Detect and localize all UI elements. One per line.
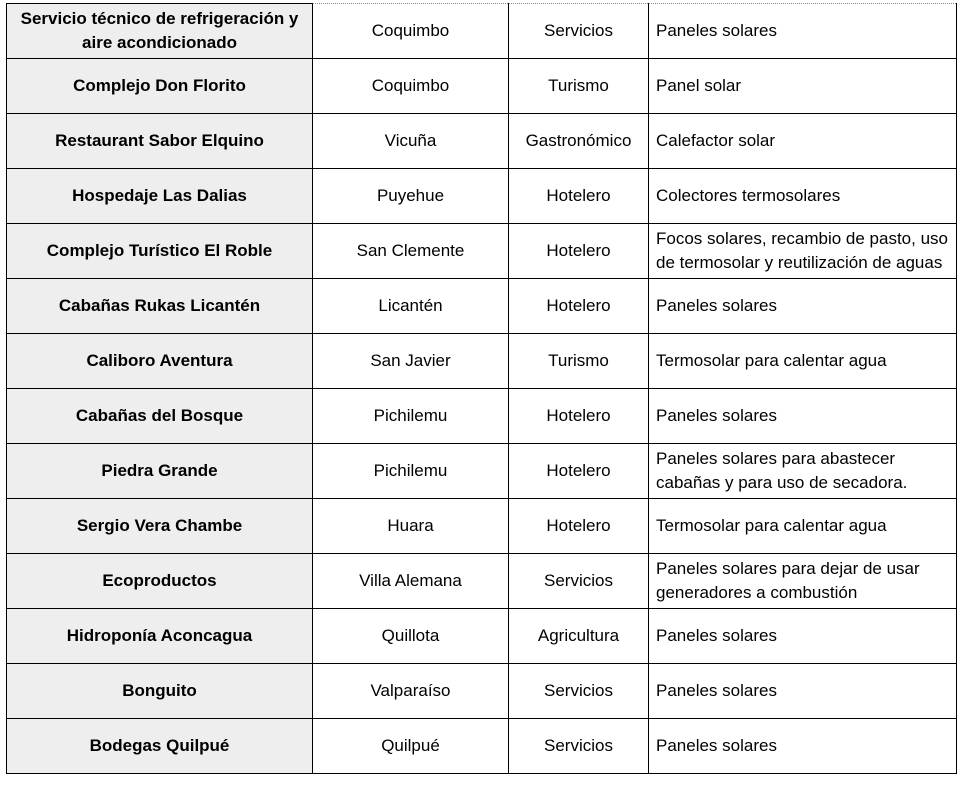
table-row [7,719,957,774]
cell-city: San Javier [313,334,509,389]
table-row [7,664,957,719]
cell-description: Paneles solares para abastecer cabañas y para uso de secadora. [649,444,957,499]
cell-company-name: Ecoproductos [7,554,313,609]
cell-city: Vicuña [313,114,509,169]
cell-company-name: Bodegas Quilpué [7,719,313,774]
cell-city: Valparaíso [313,664,509,719]
cell-company-name: Hospedaje Las Dalias [7,169,313,224]
cell-description: Paneles solares [649,279,957,334]
table-row [7,169,957,224]
cell-sector: Servicios [509,4,649,59]
cell-description: Paneles solares [649,719,957,774]
cell-company-name: Restaurant Sabor Elquino [7,114,313,169]
cell-description: Paneles solares [649,4,957,59]
cell-city: Licantén [313,279,509,334]
cell-sector: Turismo [509,334,649,389]
cell-sector: Servicios [509,554,649,609]
table-body [7,4,957,774]
cell-description: Panel solar [649,59,957,114]
cell-sector: Gastronómico [509,114,649,169]
cell-company-name: Sergio Vera Chambe [7,499,313,554]
table-row [7,4,957,59]
cell-city: Quillota [313,609,509,664]
cell-city: Huara [313,499,509,554]
cell-company-name: Complejo Turístico El Roble [7,224,313,279]
cell-description: Colectores termosolares [649,169,957,224]
cell-sector: Hotelero [509,279,649,334]
cell-company-name: Caliboro Aventura [7,334,313,389]
cell-description: Paneles solares para dejar de usar generadores a combustión [649,554,957,609]
cell-sector: Hotelero [509,499,649,554]
cell-sector: Servicios [509,664,649,719]
table-row [7,554,957,609]
cell-city: Pichilemu [313,389,509,444]
cell-company-name: Hidroponía Aconcagua [7,609,313,664]
table-row [7,444,957,499]
cell-company-name: Cabañas del Bosque [7,389,313,444]
cell-sector: Hotelero [509,169,649,224]
cell-description: Termosolar para calentar agua [649,334,957,389]
cell-city: Coquimbo [313,59,509,114]
cell-city: Quilpué [313,719,509,774]
table-row [7,389,957,444]
table-row [7,499,957,554]
table-row [7,224,957,279]
table-row [7,59,957,114]
cell-description: Paneles solares [649,664,957,719]
companies-table [6,3,957,774]
cell-company-name: Complejo Don Florito [7,59,313,114]
table-row [7,334,957,389]
cell-sector: Turismo [509,59,649,114]
table-row [7,114,957,169]
cell-city: San Clemente [313,224,509,279]
cell-city: Coquimbo [313,4,509,59]
cell-city: Villa Alemana [313,554,509,609]
cell-sector: Hotelero [509,224,649,279]
cell-company-name: Piedra Grande [7,444,313,499]
table-row [7,279,957,334]
cell-description: Calefactor solar [649,114,957,169]
table-container [6,3,957,774]
cell-description: Termosolar para calentar agua [649,499,957,554]
cell-company-name: Bonguito [7,664,313,719]
cell-city: Puyehue [313,169,509,224]
table-row [7,609,957,664]
cell-sector: Agricultura [509,609,649,664]
cell-company-name: Servicio técnico de refrigeración y aire acondicionado [7,4,313,59]
cell-company-name: Cabañas Rukas Licantén [7,279,313,334]
cell-sector: Servicios [509,719,649,774]
cell-sector: Hotelero [509,389,649,444]
cell-sector: Hotelero [509,444,649,499]
cell-description: Focos solares, recambio de pasto, uso de termosolar y reutilización de aguas [649,224,957,279]
cell-description: Paneles solares [649,609,957,664]
cell-description: Paneles solares [649,389,957,444]
cell-city: Pichilemu [313,444,509,499]
